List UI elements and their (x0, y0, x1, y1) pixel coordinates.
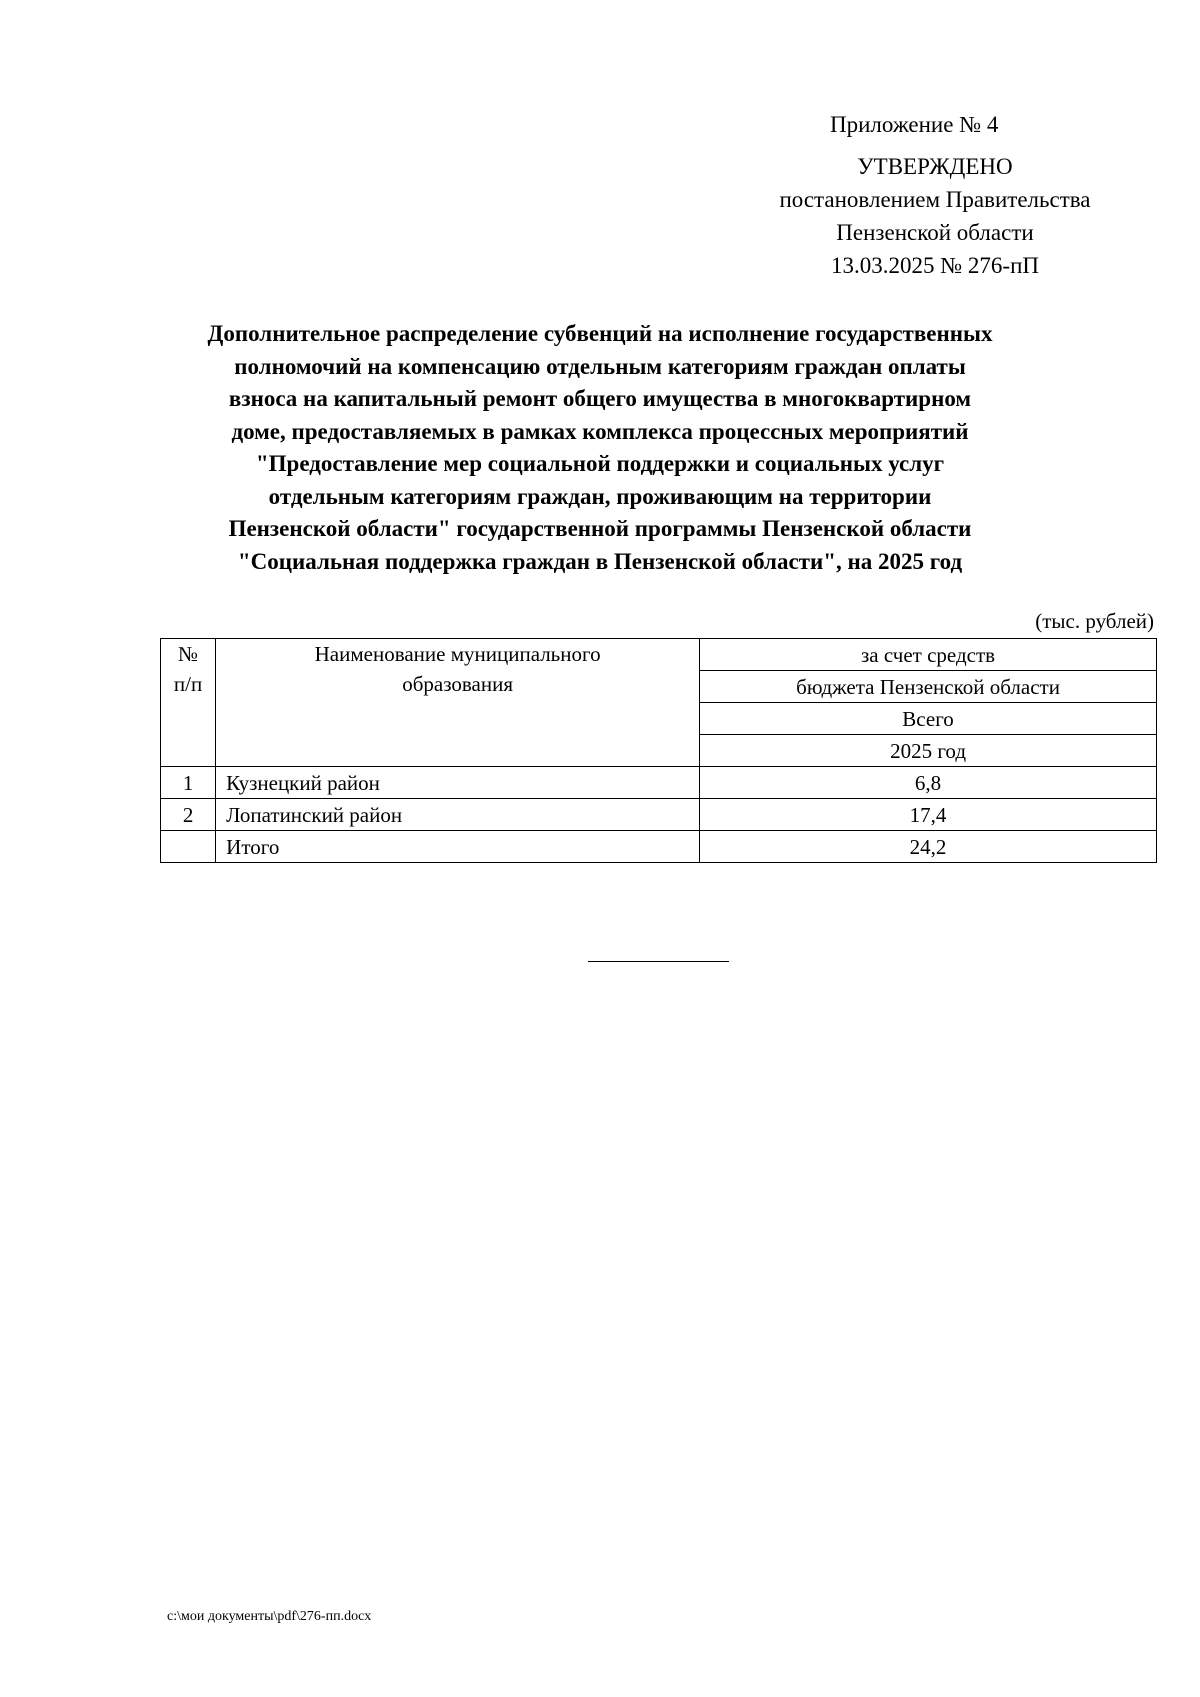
header-number-abbrev: п/п (173, 672, 203, 696)
title-line: взноса на капитальный ремонт общего имущества в многоквартирном (228, 386, 972, 411)
header-funding-source: за счет средств (700, 639, 1157, 671)
total-amount: 24,2 (700, 831, 1157, 863)
row-municipality: Лопатинский район (216, 799, 700, 831)
title-line: Пензенской области" государственной программы Пензенской области (228, 516, 972, 541)
header-name-line-2: образования (402, 672, 514, 696)
title-line: отдельным категориям граждан, проживающим на территории (268, 483, 932, 509)
table-header-row (161, 639, 1157, 671)
header-name-cell (216, 639, 700, 767)
approval-stamp (700, 150, 1170, 282)
header-total: Всего (700, 703, 1157, 735)
row-number (161, 831, 216, 863)
row-amount: 6,8 (700, 767, 1157, 799)
distribution-table (160, 638, 1157, 863)
title-line: полномочий на компенсацию отдельным категориям граждан оплаты (234, 353, 966, 379)
total-label: Итого (216, 831, 700, 863)
row-municipality: Кузнецкий район (216, 767, 700, 799)
header-number-symbol: № (178, 642, 199, 666)
title-line: "Социальная поддержка граждан в Пензенской области", на 2025 год (237, 548, 963, 574)
row-number: 2 (161, 799, 216, 831)
footer-file-path: c:\мои документы\pdf\276-пп.docx (167, 1609, 372, 1624)
row-number: 1 (161, 767, 216, 799)
approval-date-number: 13.03.2025 № 276-пП (830, 253, 1040, 278)
header-year: 2025 год (700, 735, 1157, 767)
approval-line-1: постановлением Правительства (779, 187, 1091, 212)
document-title (150, 318, 1050, 578)
end-separator-line (588, 961, 729, 962)
approval-line-2: Пензенской области (836, 220, 1034, 245)
table-row (161, 767, 1157, 799)
title-line: "Предоставление мер социальной поддержки и социальных услуг (255, 451, 945, 476)
title-line: Дополнительное распределение субвенций на исполнение государственных (207, 321, 993, 346)
row-amount: 17,4 (700, 799, 1157, 831)
annex-number: Приложение № 4 (830, 112, 999, 137)
table-total-row (161, 831, 1157, 863)
header-name-line-1: Наименование муниципального (314, 642, 601, 666)
title-line: доме, предоставляемых в рамках комплекса процессных мероприятий (231, 418, 969, 444)
header-number-cell (161, 639, 216, 767)
approved-label: УТВЕРЖДЕНО (857, 154, 1013, 179)
units-label: (тыс. рублей) (1035, 609, 1154, 633)
header-budget: бюджета Пензенской области (700, 671, 1157, 703)
table-row (161, 799, 1157, 831)
